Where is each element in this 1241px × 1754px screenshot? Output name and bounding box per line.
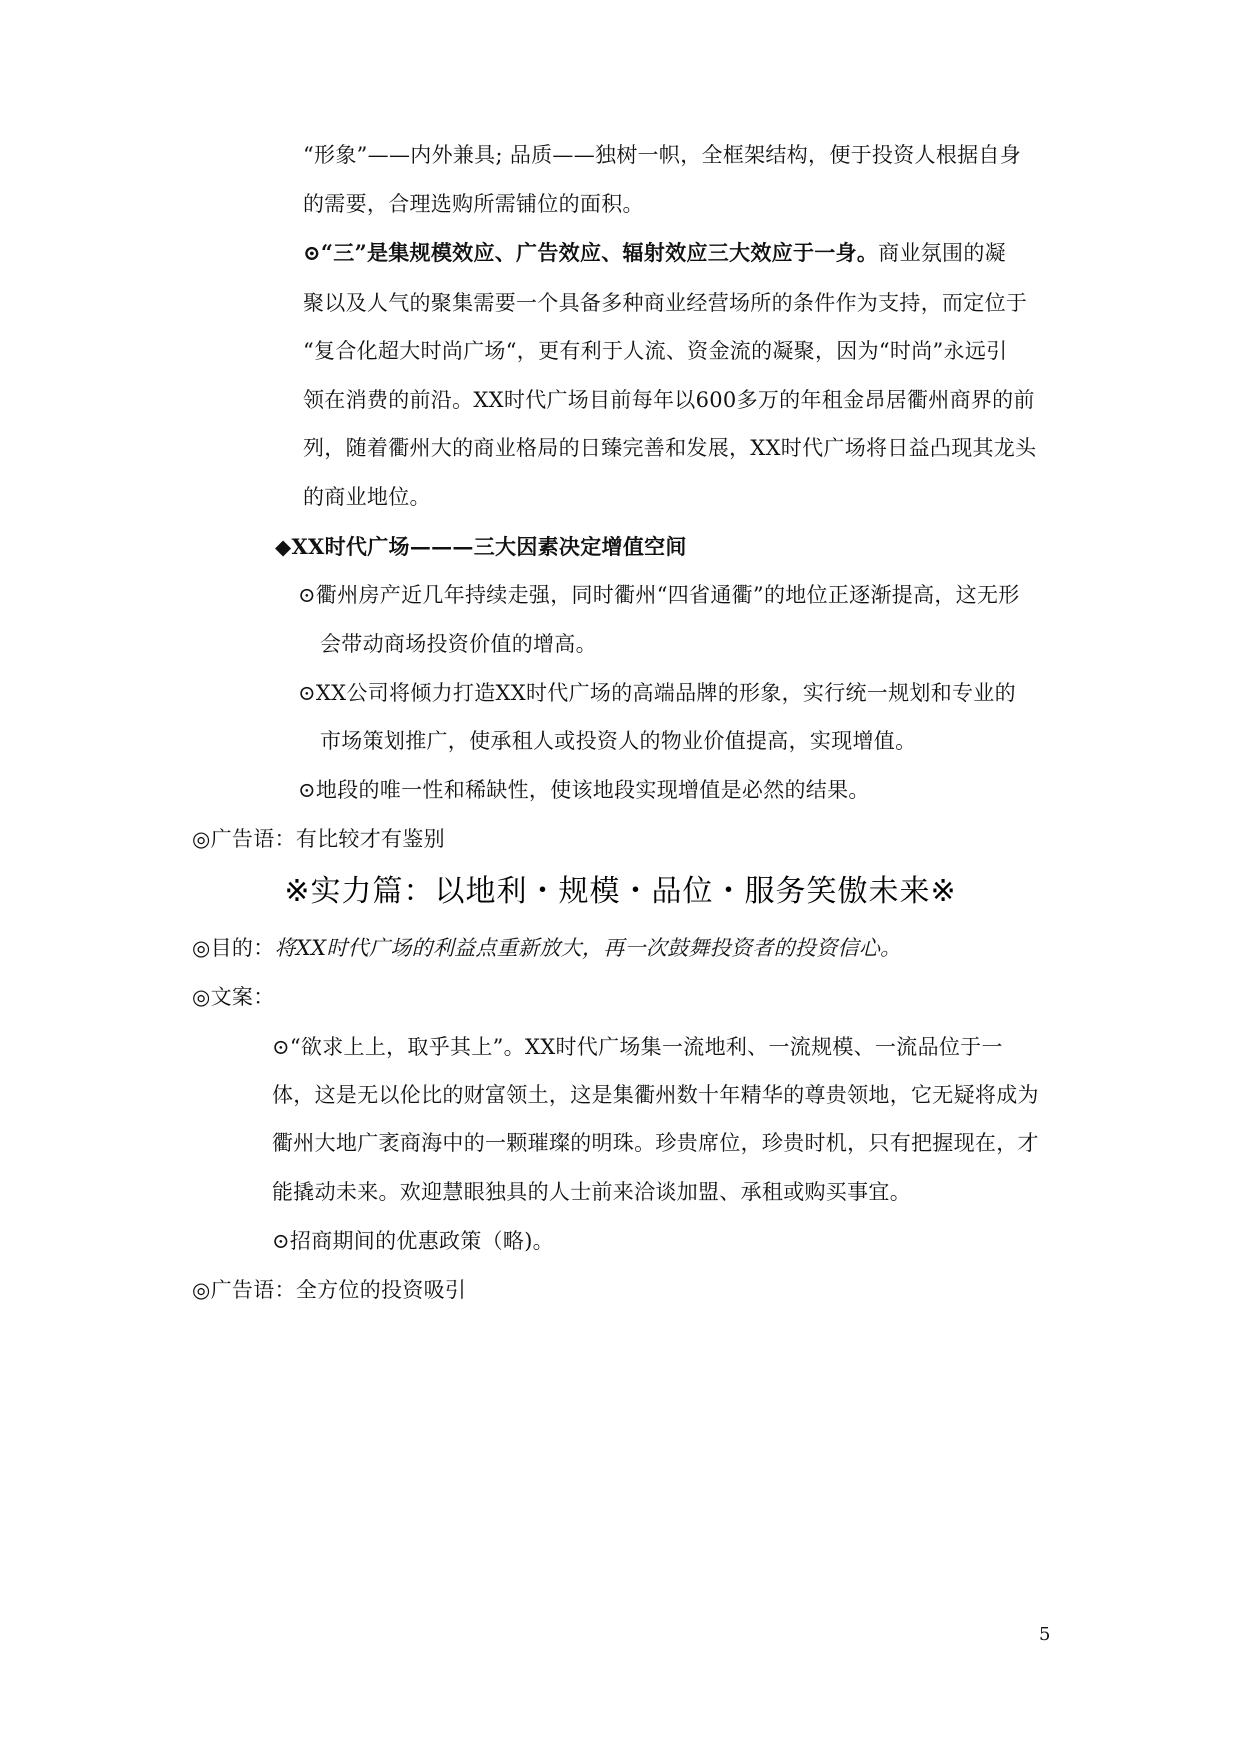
text-line: 体，这是无以伦比的财富领土，这是集衢州数十年精华的尊贵领地，它无疑将成为 (272, 1083, 1039, 1107)
bold-lead: ⊙“三”是集规模效应、广告效应、辐射效应三大效应于一身。 (303, 240, 879, 265)
text-line: 领在消费的前沿。XX时代广场目前每年以600多万的年租金昂居衢州商界的前 (303, 388, 1035, 412)
purpose-text: 将XX时代广场的利益点重新放大，再一次鼓舞投资者的投资信心。 (274, 936, 902, 960)
text-line: ⊙“欲求上上，取乎其上”。XX时代广场集一流地利、一流规模、一流品位于一 (272, 1035, 1003, 1059)
slogan: ◎广告语：有比较才有鉴别 (192, 827, 445, 851)
text-line: 聚以及人气的聚集需要一个具备多种商业经营场所的条件作为支持，而定位于 (303, 291, 1028, 315)
text-line (303, 239, 1006, 267)
page-number: 5 (1039, 1624, 1051, 1645)
list-item-continuation: 会带动商场投资价值的增高。 (320, 632, 597, 656)
text-line: 衢州大地广袤商海中的一颗璀璨的明珠。珍贵席位，珍贵时机，只有把握现在，才 (272, 1131, 1039, 1155)
list-item: ⊙招商期间的优惠政策（略)。 (272, 1229, 554, 1253)
text-line: “复合化超大时尚广场“，更有利于人流、资金流的凝聚，因为“时尚”永远引 (303, 339, 1008, 363)
list-item: ⊙衢州房产近几年持续走强，同时衢州“四省通衢”的地位正逐渐提高，这无形 (298, 583, 1020, 607)
purpose-line (192, 934, 901, 962)
text-line: 能撬动未来。欢迎慧眼独具的人士前来洽谈加盟、承租或购买事宜。 (272, 1180, 911, 1204)
copy-label: ◎文案： (192, 985, 275, 1009)
list-item-continuation: 市场策划推广，使承租人或投资人的物业价值提高，实现增值。 (320, 729, 917, 753)
text-span: 商业氛围的凝 (878, 241, 1006, 265)
text-line: “形象”——内外兼具; 品质——独树一帜，全框架结构，便于投资人根据自身 (303, 143, 1022, 167)
list-item: ⊙XX公司将倾力打造XX时代广场的高端品牌的形象，实行统一规划和专业的 (298, 681, 1016, 705)
section-title: ◆XX时代广场———三大因素决定增值空间 (275, 534, 687, 559)
text-line: 的需要，合理选购所需铺位的面积。 (303, 192, 644, 216)
list-item: ⊙地段的唯一性和稀缺性，使该地段实现增值是必然的结果。 (298, 778, 870, 802)
text-line: 列，随着衢州大的商业格局的日臻完善和发展，XX时代广场将日益凸现其龙头 (303, 436, 1037, 460)
purpose-label: ◎目的： (192, 936, 275, 960)
slogan: ◎广告语：全方位的投资吸引 (192, 1278, 467, 1302)
text-line: 的商业地位。 (303, 485, 431, 509)
section-heading: ※实力篇：以地利・规模・品位・服务笑傲未来※ (284, 874, 957, 909)
